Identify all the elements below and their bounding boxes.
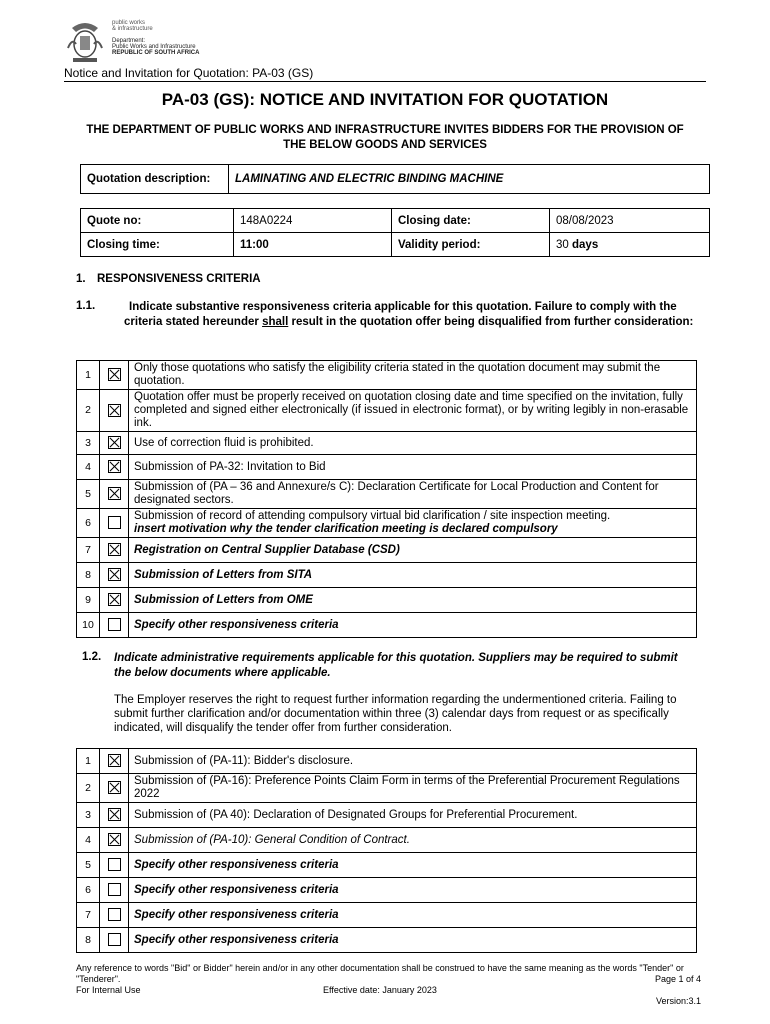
criteria-row (77, 538, 697, 563)
criteria-row (77, 903, 697, 928)
criteria-text: Specify other responsiveness criteria (134, 933, 339, 946)
validity-period-label: Validity period: (392, 233, 550, 257)
checked-checkbox[interactable] (108, 460, 121, 473)
footer-note: Any reference to words "Bid" or Bidder" herein and/or in any other documentation shall be construed to have the same meaning as the words "Tender" or "Tenderer". (76, 963, 684, 984)
administrative-requirements-table (76, 748, 697, 953)
validity-period-value (550, 233, 710, 257)
checkbox-cell (100, 749, 129, 774)
criteria-text-cell (129, 853, 697, 878)
criteria-row (77, 928, 697, 953)
checkbox-cell (100, 563, 129, 588)
checkbox-cell (100, 928, 129, 953)
row-number: 9 (77, 588, 100, 613)
checkbox-cell (100, 878, 129, 903)
checkbox-cell (100, 828, 129, 853)
row-number: 8 (77, 928, 100, 953)
subsection-number: 1.2. (82, 651, 102, 663)
criteria-row (77, 390, 697, 432)
criteria-text-cell (129, 509, 697, 538)
criteria-text-cell (129, 361, 697, 390)
responsiveness-criteria-table (76, 360, 697, 638)
criteria-row (77, 455, 697, 480)
checkbox-cell (100, 613, 129, 638)
criteria-row (77, 803, 697, 828)
checkbox-cell (100, 480, 129, 509)
criteria-text-cell (129, 455, 697, 480)
criteria-row (77, 828, 697, 853)
checkbox-cell (100, 538, 129, 563)
checkbox-cell (100, 432, 129, 455)
criteria-text: Submission of Letters from OME (134, 593, 313, 606)
criteria-text-cell (129, 538, 697, 563)
coat-of-arms-icon (64, 18, 106, 64)
row-number: 10 (77, 613, 100, 638)
criteria-text: Submission of PA-32: Invitation to Bid (134, 460, 326, 473)
row-number: 4 (77, 455, 100, 480)
checkbox-cell (100, 509, 129, 538)
criteria-text: Only those quotations who satisfy the eligibility criteria stated in the quotation document may submit the quotation. (134, 362, 661, 387)
criteria-text: Submission of record of attending compulsory virtual bid clarification / site inspection meeting. (134, 510, 611, 522)
checked-checkbox[interactable] (108, 781, 121, 794)
checked-checkbox[interactable] (108, 487, 121, 500)
row-number: 1 (77, 361, 100, 390)
criteria-text: Specify other responsiveness criteria (134, 908, 339, 921)
section-number: 1. (76, 273, 86, 285)
quote-info-table (80, 208, 710, 257)
footer-version: Version:3.1 (655, 996, 701, 1006)
unchecked-checkbox[interactable] (108, 883, 121, 896)
row-number: 1 (77, 749, 100, 774)
footer-effective-date: Effective date: January 2023 (323, 985, 437, 995)
employer-paragraph: The Employer reserves the right to request further information regarding the undermentioned criteria. Failing to submit further clarification and/or documentation within three (3) calendar days from request or as specifically indicated, will disqualify the tender offer from further consideration. (114, 694, 677, 734)
checkbox-cell (100, 853, 129, 878)
header-subtitle: Notice and Invitation for Quotation: PA-03 (GS) (64, 66, 314, 80)
checkbox-cell (100, 588, 129, 613)
subsection-text-underlined: shall (262, 315, 289, 328)
section-title: RESPONSIVENESS CRITERIA (97, 273, 261, 285)
closing-date-label: Closing date: (392, 209, 550, 233)
criteria-row (77, 774, 697, 803)
row-number: 5 (77, 480, 100, 509)
row-number: 6 (77, 878, 100, 903)
footer-internal: For Internal Use (76, 985, 141, 995)
checked-checkbox[interactable] (108, 436, 121, 449)
criteria-text-cell (129, 432, 697, 455)
row-number: 4 (77, 828, 100, 853)
subsection-number: 1.1. (76, 300, 96, 312)
page-number: Page 1 of 4 (654, 974, 701, 984)
checkbox-cell (100, 803, 129, 828)
row-number: 2 (77, 390, 100, 432)
criteria-row (77, 853, 697, 878)
logo-line: public works (112, 20, 146, 26)
criteria-text: Use of correction fluid is prohibited. (134, 436, 314, 449)
criteria-text: Submission of (PA-16): Preference Points Claim Form in terms of the Preferential Procurement Regulations 2022 (134, 775, 680, 800)
document-title: PA-03 (GS): NOTICE AND INVITATION FOR QUOTATION (161, 90, 609, 109)
logo-line: Department: (112, 38, 146, 44)
validity-number: 30 (556, 238, 569, 251)
criteria-text: Specify other responsiveness criteria (134, 618, 339, 631)
closing-time-value: 11:00 (234, 233, 392, 257)
logo-line: REPUBLIC OF SOUTH AFRICA (112, 50, 200, 56)
checked-checkbox[interactable] (108, 568, 121, 581)
quotation-description-label: Quotation description: (81, 165, 229, 194)
checked-checkbox[interactable] (108, 368, 121, 381)
criteria-text-cell (129, 878, 697, 903)
checked-checkbox[interactable] (108, 404, 121, 417)
criteria-text-cell (129, 613, 697, 638)
criteria-text-cell (129, 563, 697, 588)
checked-checkbox[interactable] (108, 543, 121, 556)
checked-checkbox[interactable] (108, 593, 121, 606)
unchecked-checkbox[interactable] (108, 618, 121, 631)
row-number: 7 (77, 538, 100, 563)
criteria-text-cell (129, 749, 697, 774)
checkbox-cell (100, 361, 129, 390)
quotation-description-value: LAMINATING AND ELECTRIC BINDING MACHINE (229, 165, 710, 194)
unchecked-checkbox[interactable] (108, 933, 121, 946)
intro-text: THE DEPARTMENT OF PUBLIC WORKS AND INFRASTRUCTURE INVITES BIDDERS FOR THE PROVISION OF THE BELOW GOODS AND SERVICES (86, 124, 684, 151)
criteria-text-cell (129, 480, 697, 509)
row-number: 3 (77, 803, 100, 828)
closing-time-label: Closing time: (81, 233, 234, 257)
checkbox-cell (100, 903, 129, 928)
checked-checkbox[interactable] (108, 808, 121, 821)
criteria-text: Submission of (PA-10): General Condition of Contract. (134, 833, 410, 846)
unchecked-checkbox[interactable] (108, 908, 121, 921)
criteria-text-cell (129, 928, 697, 953)
checkbox-cell (100, 390, 129, 432)
quotation-description-table (80, 164, 710, 194)
criteria-row (77, 878, 697, 903)
closing-date-value: 08/08/2023 (550, 209, 710, 233)
criteria-text-cell (129, 903, 697, 928)
criteria-row (77, 588, 697, 613)
row-number: 2 (77, 774, 100, 803)
quote-no-value: 148A0224 (234, 209, 392, 233)
row-number: 6 (77, 509, 100, 538)
row-number: 3 (77, 432, 100, 455)
subsection-text-part: Indicate substantive responsiveness criteria applicable for this quotation. Failure to comply with the criteria stated hereunder (124, 301, 677, 328)
row-number: 5 (77, 853, 100, 878)
criteria-text: Registration on Central Supplier Database (CSD) (134, 543, 400, 556)
criteria-row (77, 613, 697, 638)
criteria-motivation-text: insert motivation why the tender clarification meeting is declared compulsory (134, 523, 558, 535)
criteria-text-cell (129, 774, 697, 803)
logo-line: & infrastructure (112, 26, 153, 32)
criteria-text: Submission of (PA 40): Declaration of Designated Groups for Preferential Procurement. (134, 808, 578, 821)
quote-no-label: Quote no: (81, 209, 234, 233)
criteria-text: Submission of (PA-11): Bidder's disclosure. (134, 754, 354, 767)
validity-unit: days (572, 238, 599, 251)
criteria-row (77, 563, 697, 588)
row-number: 8 (77, 563, 100, 588)
criteria-text-cell (129, 588, 697, 613)
row-number: 7 (77, 903, 100, 928)
criteria-text: Specify other responsiveness criteria (134, 858, 339, 871)
criteria-row (77, 749, 697, 774)
criteria-text: Submission of (PA – 36 and Annexure/s C): Declaration Certificate for Local Production and Content for designated sectors. (134, 481, 659, 506)
header-divider (64, 81, 706, 82)
criteria-text: Quotation offer must be properly received on quotation closing date and time specified on the invitation, fully completed and signed either electronically (if issued in electronic format), or by writing legibly in non-erasable ink. (134, 391, 689, 429)
criteria-text-cell (129, 390, 697, 432)
logo-line: Public Works and Infrastructure (112, 44, 196, 50)
criteria-text-cell (129, 803, 697, 828)
criteria-text-cell (129, 828, 697, 853)
subsection-text-part: result in the quotation offer being disqualified from further consideration: (288, 315, 694, 328)
criteria-text: Submission of Letters from SITA (134, 568, 313, 581)
criteria-row (77, 509, 697, 538)
dpwi-logo (64, 18, 204, 64)
criteria-row (77, 432, 697, 455)
subsection-text: Indicate administrative requirements applicable for this quotation. Suppliers may be required to submit the below documents where applicable. (114, 652, 678, 679)
criteria-text: Specify other responsiveness criteria (134, 883, 339, 896)
unchecked-checkbox[interactable] (108, 516, 121, 529)
unchecked-checkbox[interactable] (108, 858, 121, 871)
subsection-text (124, 300, 704, 329)
criteria-row (77, 480, 697, 509)
criteria-row (77, 361, 697, 390)
checked-checkbox[interactable] (108, 754, 121, 767)
checkbox-cell (100, 455, 129, 480)
checked-checkbox[interactable] (108, 833, 121, 846)
checkbox-cell (100, 774, 129, 803)
